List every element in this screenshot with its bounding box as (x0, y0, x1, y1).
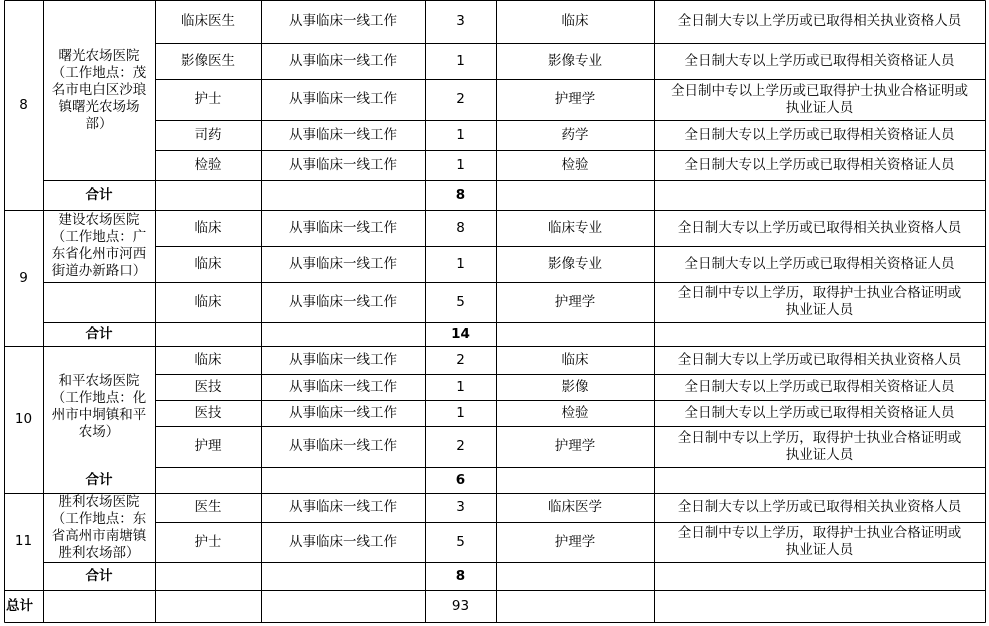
post-cell: 临床 (194, 351, 222, 368)
subtotal-value: 8 (455, 186, 466, 203)
count-cell: 8 (456, 219, 465, 236)
count-cell: 5 (456, 533, 465, 550)
requirement-cell: 全日制大专以上学历或已取得相关执业资格人员 (677, 13, 962, 29)
post-cell: 司药 (194, 126, 222, 143)
duty-cell: 从事临床一线工作 (289, 219, 397, 236)
major-cell: 影像专业 (548, 255, 602, 272)
post-cell: 护理 (194, 438, 222, 454)
requirement-cell: 全日制大专以上学历或已取得相关资格证人员 (684, 156, 955, 173)
requirement-cell: 全日制中专以上学历，取得护士执业合格证明或 执业证人员 (677, 429, 962, 463)
requirement-cell: 全日制中专以上学历，取得护士执业合格证明或 执业证人员 (677, 525, 962, 558)
requirement-cell: 全日制大专以上学历或已取得相关资格证人员 (684, 52, 955, 69)
subtotal-label: 合计 (85, 186, 113, 203)
duty-cell: 从事临床一线工作 (289, 52, 397, 69)
subtotal-label: 合计 (85, 471, 113, 488)
major-cell: 检验 (561, 404, 589, 421)
post-cell: 医技 (194, 378, 222, 395)
duty-cell: 从事临床一线工作 (289, 378, 397, 395)
requirement-cell: 全日制大专以上学历或已取得相关资格证人员 (684, 255, 955, 272)
total-value: 93 (451, 597, 470, 614)
count-cell: 3 (456, 499, 465, 515)
subtotal-label: 合计 (85, 567, 113, 584)
major-cell: 护理学 (554, 293, 596, 310)
duty-cell: 从事临床一线工作 (289, 293, 397, 310)
major-cell: 护理学 (554, 438, 596, 454)
subtotal-value: 8 (455, 567, 466, 584)
post-cell: 临床 (194, 293, 222, 310)
duty-cell: 从事临床一线工作 (289, 499, 397, 515)
major-cell: 临床 (561, 13, 589, 29)
count-cell: 5 (456, 293, 465, 310)
major-cell: 影像 (561, 378, 589, 395)
count-cell: 2 (456, 91, 465, 107)
major-cell: 临床 (561, 351, 589, 368)
duty-cell: 从事临床一线工作 (289, 404, 397, 421)
major-cell: 护理学 (554, 533, 596, 550)
requirement-cell: 全日制中专以上学历或已取得护士执业合格证明或 执业证人员 (671, 82, 968, 116)
total-label: 总计 (6, 597, 33, 614)
major-cell: 药学 (561, 126, 589, 143)
major-cell: 临床医学 (548, 499, 602, 515)
count-cell: 1 (456, 52, 465, 69)
hospital-name: 胜利农场医院 （工作地点：东 省高州市南塘镇 胜利农场部） (51, 493, 147, 561)
requirement-cell: 全日制大专以上学历或已取得相关执业资格人员 (677, 219, 962, 236)
duty-cell: 从事临床一线工作 (289, 13, 397, 29)
requirement-cell: 全日制大专以上学历或已取得相关资格证人员 (684, 378, 955, 395)
requirement-cell: 全日制大专以上学历或已取得相关资格证人员 (684, 404, 955, 421)
post-cell: 护士 (194, 91, 222, 107)
subtotal-value: 14 (451, 325, 470, 342)
duty-cell: 从事临床一线工作 (289, 156, 397, 173)
section-number: 9 (19, 269, 28, 286)
count-cell: 3 (456, 13, 465, 29)
post-cell: 影像医生 (181, 52, 235, 69)
post-cell: 护士 (194, 533, 222, 550)
count-cell: 1 (456, 126, 465, 143)
count-cell: 1 (456, 156, 465, 173)
requirement-cell: 全日制大专以上学历或已取得相关资格证人员 (684, 126, 955, 143)
major-cell: 检验 (561, 156, 589, 173)
duty-cell: 从事临床一线工作 (289, 91, 397, 107)
post-cell: 医技 (194, 404, 222, 421)
count-cell: 1 (456, 378, 465, 395)
major-cell: 影像专业 (548, 52, 602, 69)
duty-cell: 从事临床一线工作 (289, 533, 397, 550)
duty-cell: 从事临床一线工作 (289, 126, 397, 143)
duty-cell: 从事临床一线工作 (289, 255, 397, 272)
hospital-name: 建设农场医院 （工作地点：广 东省化州市河西 街道办新路口） (51, 212, 147, 279)
post-cell: 医生 (194, 499, 222, 515)
count-cell: 2 (456, 438, 465, 454)
post-cell: 临床医生 (181, 13, 235, 29)
requirement-cell: 全日制大专以上学历或已取得相关执业资格人员 (677, 499, 962, 515)
post-cell: 临床 (194, 219, 222, 236)
hospital-name: 和平农场医院 （工作地点：化 州市中垌镇和平 农场） (51, 372, 147, 440)
count-cell: 1 (456, 404, 465, 421)
duty-cell: 从事临床一线工作 (289, 438, 397, 454)
major-cell: 临床专业 (548, 219, 602, 236)
duty-cell: 从事临床一线工作 (289, 351, 397, 368)
count-cell: 2 (456, 351, 465, 368)
subtotal-label: 合计 (85, 325, 113, 342)
section-number: 8 (19, 96, 28, 113)
major-cell: 护理学 (554, 91, 596, 107)
hospital-name: 曙光农场医院 （工作地点：茂 名市电白区沙琅 镇曙光农场场 部） (51, 47, 147, 132)
subtotal-value: 6 (455, 471, 466, 488)
count-cell: 1 (456, 255, 465, 272)
post-cell: 检验 (194, 156, 222, 173)
section-number: 10 (14, 411, 33, 427)
requirement-cell: 全日制中专以上学历，取得护士执业合格证明或 执业证人员 (677, 285, 962, 318)
requirement-cell: 全日制大专以上学历或已取得相关执业资格人员 (677, 351, 962, 368)
section-number: 11 (14, 533, 33, 549)
post-cell: 临床 (194, 255, 222, 272)
